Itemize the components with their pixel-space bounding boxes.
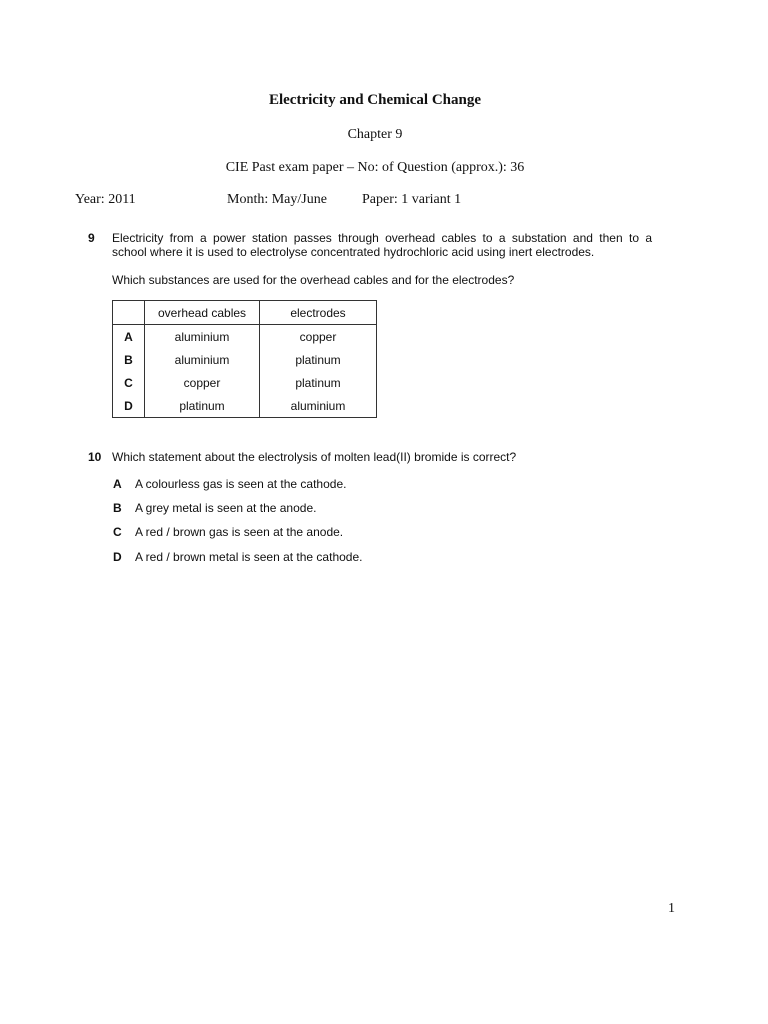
answer-option — [113, 477, 346, 491]
option-letter: B — [113, 501, 122, 515]
table-header-cell — [113, 301, 145, 325]
table-header-cell: overhead cables — [145, 301, 260, 325]
question-number: 9 — [88, 231, 95, 245]
month-label: Month: May/June — [227, 192, 327, 207]
table-row — [113, 325, 377, 349]
option-text: A red / brown metal is seen at the cathode. — [135, 550, 363, 564]
year-label: Year: 2011 — [75, 192, 136, 207]
question-prompt: Which substances are used for the overhead cables and for the electrodes? — [112, 273, 515, 287]
table-row — [113, 348, 377, 371]
answer-option — [113, 525, 343, 539]
option-letter: A — [113, 325, 145, 349]
option-letter: C — [113, 371, 145, 394]
option-letter: D — [113, 550, 122, 564]
option-letter: B — [113, 348, 145, 371]
option-text: A red / brown gas is seen at the anode. — [135, 525, 344, 539]
table-row — [113, 371, 377, 394]
table-header-cell: electrodes — [260, 301, 377, 325]
question-text-line: Electricity from a power station passes through overhead cables to a substation and then to a — [112, 231, 652, 245]
answer-table — [112, 300, 377, 418]
page-number: 1 — [668, 901, 675, 916]
source-line: CIE Past exam paper – No: of Question (approx.): 36 — [225, 160, 525, 175]
table-cell: aluminium — [145, 325, 260, 349]
paper-label: Paper: 1 variant 1 — [362, 192, 462, 207]
table-cell: platinum — [145, 394, 260, 418]
option-text: A grey metal is seen at the anode. — [135, 501, 317, 515]
option-text: A colourless gas is seen at the cathode. — [135, 477, 347, 491]
question-text-line: school where it is used to electrolyse concentrated hydrochloric acid using inert electrodes. — [112, 245, 595, 259]
answer-option — [113, 501, 316, 515]
table-header-row — [113, 301, 377, 325]
table-cell: copper — [260, 325, 377, 349]
option-letter: D — [113, 394, 145, 418]
chapter-label: Chapter 9 — [347, 127, 403, 142]
option-letter: A — [113, 477, 122, 491]
table-cell: aluminium — [145, 348, 260, 371]
table-cell: platinum — [260, 348, 377, 371]
table-cell: copper — [145, 371, 260, 394]
table-cell: platinum — [260, 371, 377, 394]
table-row — [113, 394, 377, 418]
document-title: Electricity and Chemical Change — [268, 92, 482, 108]
option-letter: C — [113, 525, 122, 539]
answer-option — [113, 550, 362, 564]
question-number: 10 — [88, 450, 102, 464]
table-cell: aluminium — [260, 394, 377, 418]
question-prompt: Which statement about the electrolysis of molten lead(II) bromide is correct? — [112, 450, 517, 464]
